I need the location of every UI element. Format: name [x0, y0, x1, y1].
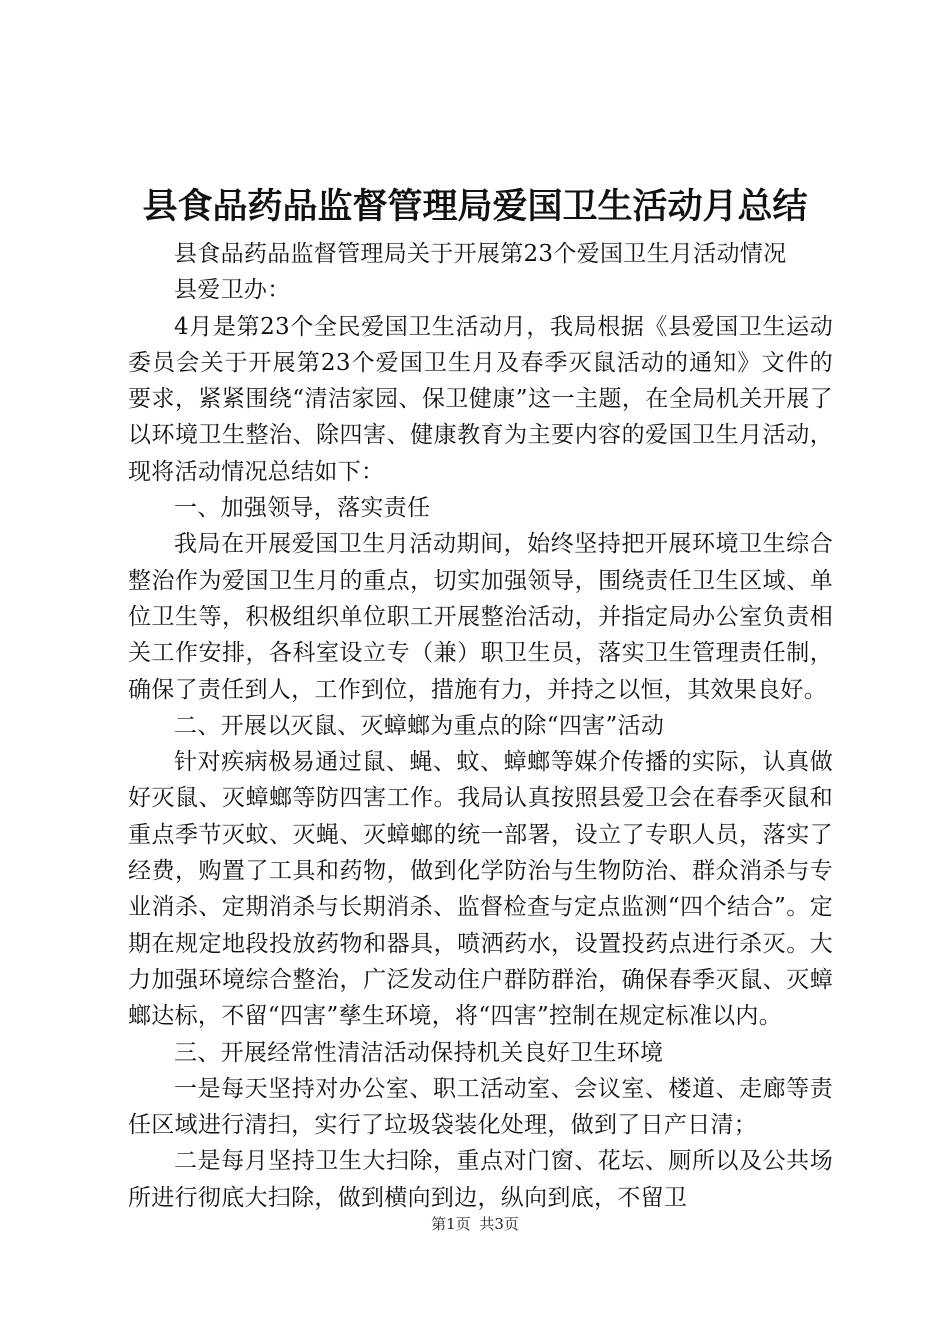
page-number-current: 第1页: [431, 1215, 471, 1233]
paragraph-item-2: 二是每月坚持卫生大扫除，重点对门窗、花坛、厕所以及公共场所进行彻底大扫除，做到横向到边，纵向到底，不留卫: [128, 1148, 833, 1211]
section-heading-1: 一、加强领导，落实责任: [174, 495, 431, 522]
page-footer: [0, 1213, 950, 1235]
paragraph-subtitle: 县食品药品监督管理局关于开展第23个爱国卫生月活动情况: [174, 241, 787, 267]
paragraph-item-1: 一是每天坚持对办公室、职工活动室、会议室、楼道、走廊等责任区域进行清扫，实行了垃圾袋装化处理，做到了日产日清；: [128, 1075, 833, 1139]
paragraph-section-2: 针对疾病极易通过鼠、蝇、蚊、蟑螂等媒介传播的实际，认真做好灭鼠、灭蟑螂等防四害工作。我局认真按照县爱卫会在春季灭鼠和重点季节灭蚊、灭蝇、灭蟑螂的统一部署，设立了专职人员，落实了经费，购置了工具和药物，做到化学防治与生物防治、群众消杀与专业消杀、定期消杀与长期消杀、监督检查与定点监测“四个结合”。定期在规定地段投放药物和器具，喷洒药水，设置投药点进行杀灭。大力加强环境综合整治，广泛发动住户群防群治，确保春季灭鼠、灭蟑螂达标，不留“四害”孳生环境，将“四害”控制在规定标准以内。: [128, 749, 833, 1030]
page-number-total: 共3页: [479, 1215, 519, 1233]
paragraph-intro: 4月是第23个全民爱国卫生活动月，我局根据《县爱国卫生运动委员会关于开展第23个爱国卫生月及春季灭鼠活动的通知》文件的要求，紧紧围绕“清洁家园、保卫健康”这一主题，在全局机关开展了以环境卫生整治、除四害、健康教育为主要内容的爱国卫生月活动，现将活动情况总结如下：: [128, 313, 833, 485]
section-heading-2: 二、开展以灭鼠、灭蟑螂为重点的除“四害”活动: [174, 712, 665, 739]
document-body: [128, 236, 833, 1216]
section-heading-3: 三、开展经常性清洁活动保持机关良好卫生环境: [174, 1039, 664, 1066]
paragraph-salutation: 县爱卫办：: [174, 277, 291, 304]
document-title: 县食品药品监督管理局爱国卫生活动月总结: [142, 186, 808, 227]
paragraph-section-1: 我局在开展爱国卫生月活动期间，始终坚持把开展环境卫生综合整治作为爱国卫生月的重点，切实加强领导，围绕责任卫生区域、单位卫生等，积极组织单位职工开展整治活动，并指定局办公室负责相关工作安排，各科室设立专（兼）职卫生员，落实卫生管理责任制，确保了责任到人，工作到位，措施有力，并持之以恒，其效果良好。: [128, 531, 833, 703]
